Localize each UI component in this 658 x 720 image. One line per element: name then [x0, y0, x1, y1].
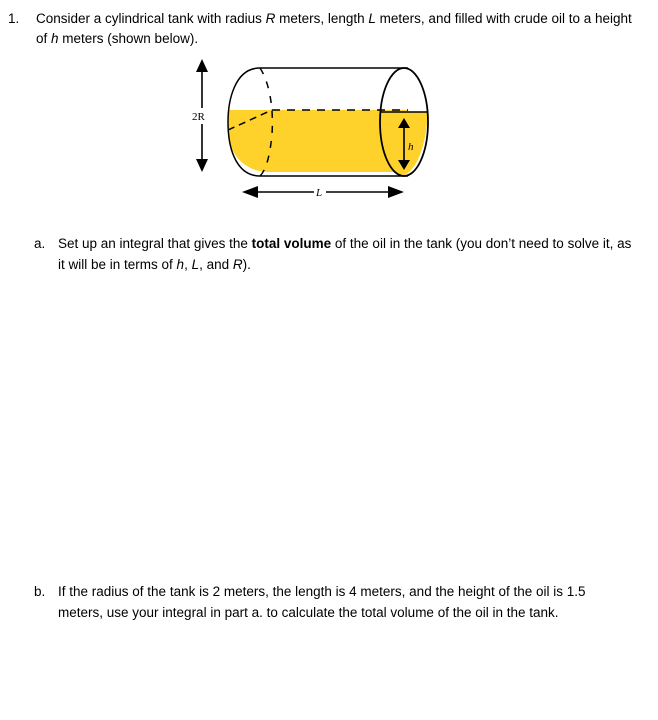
cylinder-tank-diagram — [188, 52, 436, 202]
part-a-label: a. — [34, 236, 46, 251]
2R-arrow-down-head — [196, 159, 208, 172]
L-arrow-right-head — [388, 186, 404, 198]
part-a-bold: total volume — [251, 236, 332, 251]
var-h: h — [51, 31, 59, 46]
2R-arrow-up-head — [196, 59, 208, 72]
part-a-text: Set up an integral that gives the total volume of the oil in the tank (you don’t need to solve it, as it will be in terms of h, L, and R). — [58, 236, 632, 272]
L-arrow-left-head — [242, 186, 258, 198]
question-text: Consider a cylindrical tank with radius R meters, length L meters, and filled with crude oil to a height of h meters (shown below). — [36, 11, 632, 46]
question-number: 1. — [8, 11, 20, 26]
part-b-text: If the radius of the tank is 2 meters, the length is 4 meters, and the height of the oil is 1.5 meters, use your integral in part a. to calculate the total volume of the oil in the tank. — [58, 584, 586, 620]
label-L: L — [316, 187, 323, 199]
var-R: R — [265, 11, 276, 26]
tank-figure — [188, 52, 436, 202]
label-h: h — [408, 141, 414, 153]
var-L: L — [368, 11, 376, 26]
label-2R: 2R — [192, 111, 205, 123]
part-b-label: b. — [34, 584, 46, 599]
